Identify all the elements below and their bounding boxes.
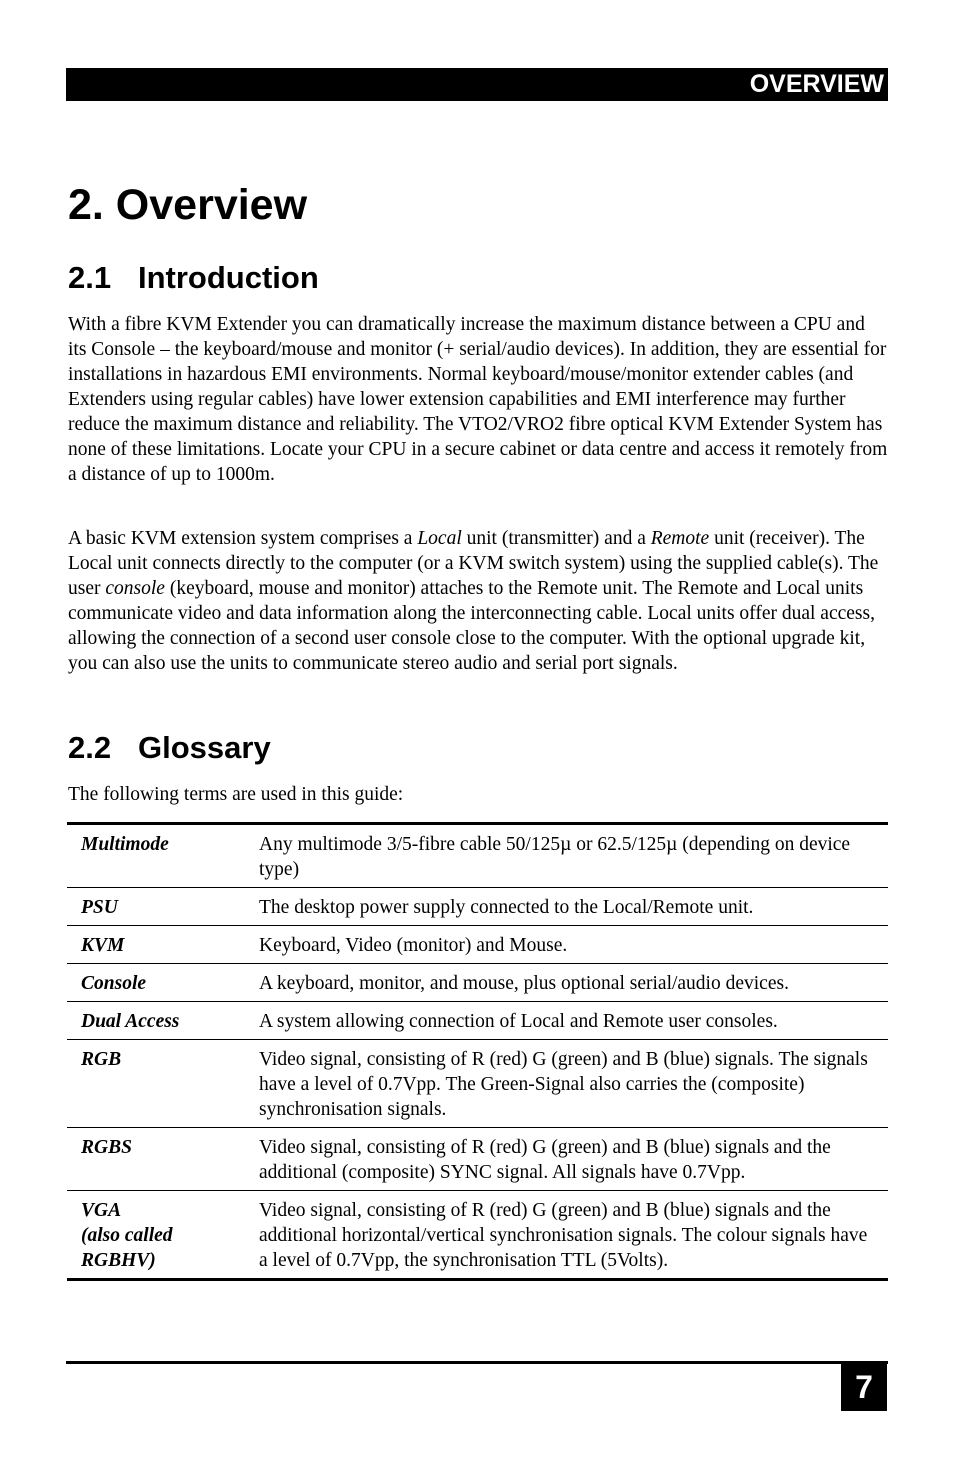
- table-row: [67, 1002, 888, 1040]
- text-run: unit (receiver). The Local unit connects directly to the computer (or a KVM switch system) using the supplied cable(s). The user: [68, 528, 879, 599]
- glossary-definition: A keyboard, monitor, and mouse, plus optional serial/audio devices.: [259, 964, 888, 1002]
- table-row: [67, 1040, 888, 1128]
- glossary-definition: Any multimode 3/5-fibre cable 50/125µ or 62.5/125µ (depending on device type): [259, 824, 888, 888]
- term-line: (also called: [81, 1225, 173, 1246]
- glossary-definition: Keyboard, Video (monitor) and Mouse.: [259, 926, 888, 964]
- section-number: 2.2: [68, 730, 112, 765]
- intro-paragraph-2: [68, 526, 888, 676]
- footer-rule: [66, 1361, 888, 1364]
- table-row: [67, 824, 888, 888]
- table-row: [67, 1128, 888, 1191]
- glossary-term: [67, 1191, 259, 1280]
- intro-paragraph-1: With a fibre KVM Extender you can dramatically increase the maximum distance between a CPU and its Console – the keyboard/mouse and monitor (+ serial/audio devices). In addition, they are essential for installations in hazardous EMI environments. Normal keyboard/mouse/monitor extender cables (and Extenders using regular cables) have lower extension capabilities and EMI interference may further reduce the maximum distance and reliability. The VTO2/VRO2 fibre optical KVM Extender System has none of these limitations. Locate your CPU in a secure cabinet or data centre and access it remotely from a distance of up to 1000m.: [68, 314, 888, 485]
- glossary-term: RGB: [67, 1040, 259, 1128]
- emphasis-console: console: [105, 578, 165, 599]
- text-run: unit (transmitter) and a: [461, 528, 651, 549]
- page-number: 7: [841, 1364, 887, 1411]
- section-heading-introduction: [68, 260, 319, 296]
- glossary-term: KVM: [67, 926, 259, 964]
- glossary-lead: The following terms are used in this guide:: [68, 784, 404, 805]
- section-title: Glossary: [138, 730, 271, 765]
- glossary-term: RGBS: [67, 1128, 259, 1191]
- glossary-definition: A system allowing connection of Local and Remote user consoles.: [259, 1002, 888, 1040]
- section-number: 2.1: [68, 260, 112, 295]
- table-row: [67, 1191, 888, 1280]
- glossary-definition: The desktop power supply connected to the Local/Remote unit.: [259, 888, 888, 926]
- glossary-term: Dual Access: [67, 1002, 259, 1040]
- table-row: [67, 964, 888, 1002]
- term-line: VGA: [81, 1200, 122, 1221]
- running-header: OVERVIEW: [66, 68, 888, 101]
- glossary-definition: Video signal, consisting of R (red) G (green) and B (blue) signals. The signals have a level of 0.7Vpp. The Green-Signal also carries the (composite) synchronisation signals.: [259, 1040, 888, 1128]
- glossary-term: PSU: [67, 888, 259, 926]
- section-heading-glossary: [68, 730, 271, 766]
- glossary-definition: Video signal, consisting of R (red) G (green) and B (blue) signals and the additional horizontal/vertical synchronisation signals. The colour signals have a level of 0.7Vpp, the synchronisation TTL (5Volts).: [259, 1200, 868, 1271]
- section-title: Introduction: [138, 260, 319, 295]
- emphasis-local: Local: [417, 528, 462, 549]
- table-row: [67, 888, 888, 926]
- text-run: (keyboard, mouse and monitor) attaches to the Remote unit. The Remote and Local units communicate video and data information along the interconnecting cable. Local units offer dual access, allowing the connection of a second user console close to the computer. With the optional upgrade kit, you can also use the units to communicate stereo audio and serial port signals.: [68, 578, 875, 674]
- glossary-term: Multimode: [67, 824, 259, 888]
- chapter-title: 2. Overview: [68, 181, 308, 229]
- text-run: A basic KVM extension system comprises a: [68, 528, 418, 549]
- glossary-table: [67, 822, 888, 1281]
- table-row: [67, 926, 888, 964]
- emphasis-remote: Remote: [650, 528, 710, 549]
- glossary-term: Console: [67, 964, 259, 1002]
- term-line: RGBHV): [81, 1250, 156, 1271]
- glossary-definition: Video signal, consisting of R (red) G (green) and B (blue) signals and the additional (composite) SYNC signal. All signals have 0.7Vpp.: [259, 1128, 888, 1191]
